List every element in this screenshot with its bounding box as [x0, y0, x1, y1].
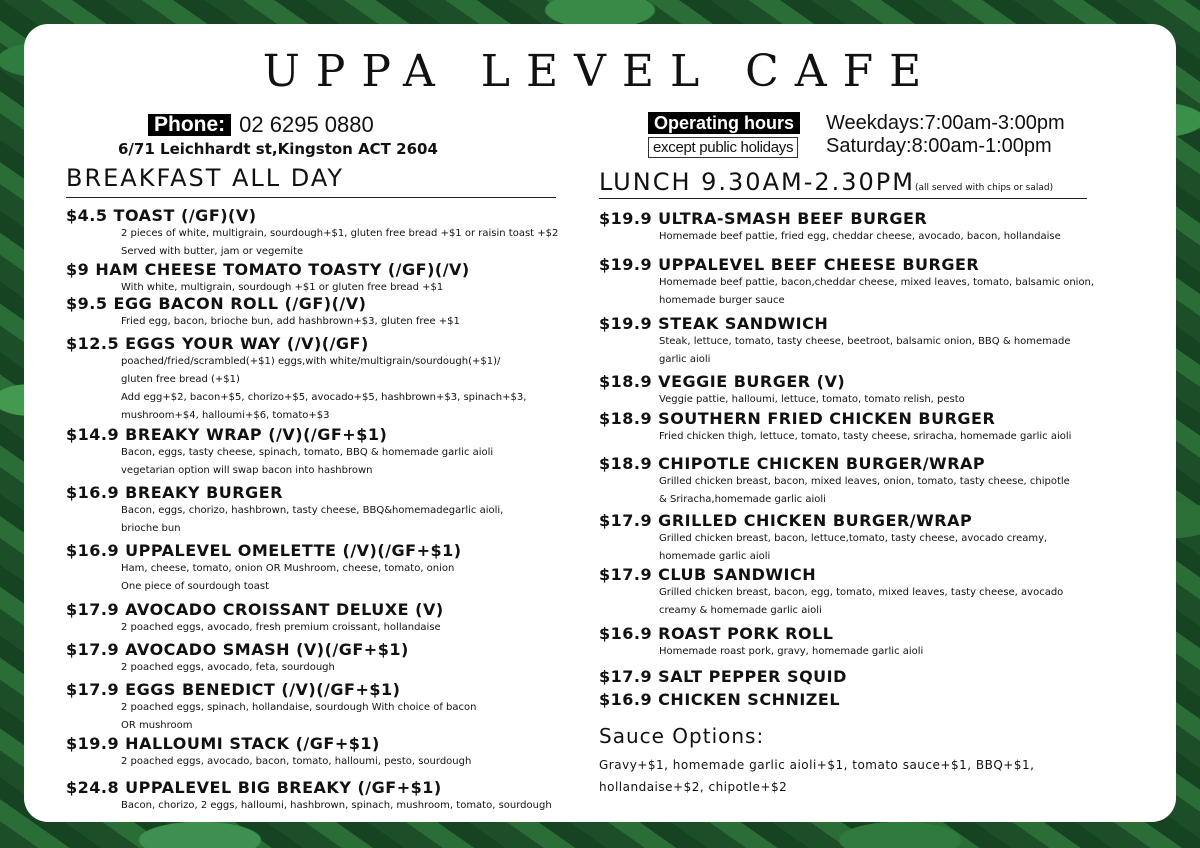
menu-item-desc: One piece of sourdough toast — [121, 581, 270, 592]
menu-item-name: $16.9 CHICKEN SCHNIZEL — [599, 690, 841, 709]
menu-item — [599, 314, 1071, 369]
cafe-title: UPPA LEVEL CAFE — [262, 46, 938, 97]
menu-item-desc: homemade garlic aioli — [659, 551, 771, 562]
menu-item-name: $19.9 HALLOUMI STACK (/GF+$1) — [66, 734, 380, 753]
menu-item-desc: Bacon, eggs, tasty cheese, spinach, tomato, BBQ & homemade garlic aioli — [121, 447, 494, 458]
menu-item-name: $17.9 AVOCADO CROISSANT DELUXE (V) — [66, 600, 444, 619]
menu-item-desc: Homemade beef pattie, fried egg, cheddar cheese, avocado, bacon, hollandaise — [659, 231, 1061, 242]
menu-item — [599, 209, 1061, 246]
menu-item-name: $16.9 BREAKY BURGER — [66, 483, 283, 502]
lunch-note: (all served with chips or salad) — [914, 183, 1054, 193]
menu-item-desc: Homemade beef pattie, bacon,cheddar cheese, mixed leaves, tomato, balsamic onion, — [659, 277, 1095, 288]
menu-item-name: $9 HAM CHEESE TOMATO TOASTY (/GF)(/V) — [66, 260, 470, 279]
menu-item-name: $19.9 UPPALEVEL BEEF CHEESE BURGER — [599, 255, 980, 274]
menu-item-desc: brioche bun — [121, 523, 181, 534]
hours-text — [826, 112, 1065, 158]
menu-card — [24, 24, 1176, 822]
phone-label: Phone: — [148, 114, 231, 136]
menu-item-desc: 2 poached eggs, avocado, bacon, tomato, halloumi, pesto, sourdough — [121, 756, 472, 767]
menu-item-desc: 2 pieces of white, multigrain, sourdough+$1, gluten free bread +$1 or raisin toast +$2 — [121, 228, 559, 239]
menu-item — [599, 454, 1070, 509]
menu-item — [66, 334, 526, 425]
sauce-line-1: Gravy+$1, homemade garlic aioli+$1, tomato sauce+$1, BBQ+$1, — [599, 758, 1035, 772]
menu-item-name: $18.9 CHIPOTLE CHICKEN BURGER/WRAP — [599, 454, 986, 473]
hours-saturday: Saturday:8:00am-1:00pm — [826, 135, 1052, 157]
menu-item-name: $17.9 CLUB SANDWICH — [599, 565, 817, 584]
menu-item-desc: creamy & homemade garlic aioli — [659, 605, 822, 616]
hours-badges — [648, 112, 800, 158]
menu-item — [66, 541, 462, 596]
menu-item-desc: poached/fried/scrambled(+$1) eggs,with white/multigrain/sourdough(+$1)/ — [121, 356, 501, 367]
menu-item — [599, 255, 1094, 310]
menu-item — [66, 778, 552, 815]
menu-item-desc: Steak, lettuce, tomato, tasty cheese, beetroot, balsamic onion, BBQ & homemade — [659, 336, 1071, 347]
address: 6/71 Leichhardt st,Kingston ACT 2604 — [118, 140, 438, 158]
menu-item-desc: Grilled chicken breast, bacon, egg, tomato, mixed leaves, tasty cheese, avocado — [659, 587, 1064, 598]
menu-item — [599, 511, 1047, 566]
menu-item-desc: Add egg+$2, bacon+$5, chorizo+$5, avocado+$5, hashbrown+$3, spinach+$3, — [121, 392, 527, 403]
menu-item — [66, 640, 409, 677]
phone-number: 02 6295 0880 — [239, 112, 374, 137]
menu-item-desc: 2 poached eggs, avocado, fresh premium croissant, hollandaise — [121, 622, 441, 633]
menu-item-desc: mushroom+$4, halloumi+$6, tomato+$3 — [121, 410, 330, 421]
menu-item-desc: Veggie pattie, halloumi, lettuce, tomato, tomato relish, pesto — [659, 394, 965, 405]
breakfast-heading: BREAKFAST ALL DAY — [66, 164, 345, 192]
menu-item-desc: Served with butter, jam or vegemite — [121, 246, 304, 257]
menu-item-name: $14.9 BREAKY WRAP (/V)(/GF+$1) — [66, 425, 388, 444]
menu-item — [599, 372, 965, 409]
menu-item-name: $18.9 VEGGIE BURGER (V) — [599, 372, 846, 391]
menu-item — [599, 690, 840, 709]
menu-item-desc: 2 poached eggs, spinach, hollandaise, sourdough With choice of bacon — [121, 702, 477, 713]
sauce-line-2: hollandaise+$2, chipotle+$2 — [599, 780, 788, 794]
menu-item-desc: Fried egg, bacon, brioche bun, add hashbrown+$3, gluten free +$1 — [121, 316, 460, 327]
menu-item-name: $19.9 STEAK SANDWICH — [599, 314, 829, 333]
menu-item-desc: homemade burger sauce — [659, 295, 785, 306]
menu-item-desc: vegetarian option will swap bacon into hashbrown — [121, 465, 373, 476]
menu-item-name: $9.5 EGG BACON ROLL (/GF)(/V) — [66, 294, 367, 313]
menu-item-name: $16.9 ROAST PORK ROLL — [599, 624, 834, 643]
menu-item-name: $19.9 ULTRA-SMASH BEEF BURGER — [599, 209, 928, 228]
menu-item-name: $4.5 TOAST (/GF)(V) — [66, 206, 257, 225]
menu-item — [599, 667, 847, 686]
hours-note: except public holidays — [648, 137, 798, 158]
menu-item-desc: garlic aioli — [659, 354, 711, 365]
sauce-options — [599, 754, 1119, 798]
menu-item-desc: gluten free bread (+$1) — [121, 374, 240, 385]
menu-item — [66, 260, 470, 297]
breakfast-divider — [66, 197, 556, 198]
menu-item-name: $17.9 EGGS BENEDICT (/V)(/GF+$1) — [66, 680, 401, 699]
menu-item — [66, 680, 476, 735]
sauce-heading: Sauce Options: — [599, 724, 765, 748]
menu-item — [66, 425, 493, 480]
menu-item-name: $24.8 UPPALEVEL BIG BREAKY (/GF+$1) — [66, 778, 442, 797]
menu-item-name: $16.9 UPPALEVEL OMELETTE (/V)(/GF+$1) — [66, 541, 462, 560]
menu-item — [66, 734, 471, 771]
menu-item-desc: With white, multigrain, sourdough +$1 or gluten free bread +$1 — [121, 282, 444, 293]
phone-row — [148, 112, 374, 138]
menu-item — [66, 600, 444, 637]
menu-item-desc: Grilled chicken breast, bacon, mixed leaves, onion, tomato, tasty cheese, chipotle — [659, 476, 1070, 487]
lunch-divider — [599, 198, 1087, 199]
menu-item-name: $17.9 SALT PEPPER SQUID — [599, 667, 847, 686]
menu-item — [599, 565, 1063, 620]
menu-item-desc: & Sriracha,homemade garlic aioli — [659, 494, 826, 505]
menu-item-desc: Fried chicken thigh, lettuce, tomato, tasty cheese, sriracha, homemade garlic aioli — [659, 431, 1072, 442]
lunch-heading: LUNCH 9.30AM-2.30PM — [599, 168, 915, 196]
menu-item-desc: 2 poached eggs, avocado, feta, sourdough — [121, 662, 335, 673]
menu-item-desc: Homemade roast pork, gravy, homemade garlic aioli — [659, 646, 924, 657]
menu-item-name: $18.9 SOUTHERN FRIED CHICKEN BURGER — [599, 409, 996, 428]
lunch-heading-row — [599, 168, 1053, 196]
menu-item-desc: Ham, cheese, tomato, onion OR Mushroom, cheese, tomato, onion — [121, 563, 455, 574]
menu-item-name: $17.9 AVOCADO SMASH (V)(/GF+$1) — [66, 640, 409, 659]
menu-item — [599, 624, 923, 661]
menu-item — [66, 483, 503, 538]
menu-item-desc: Bacon, chorizo, 2 eggs, halloumi, hashbrown, spinach, mushroom, tomato, sourdough — [121, 800, 552, 811]
menu-item-desc: OR mushroom — [121, 720, 193, 731]
menu-item — [66, 294, 460, 331]
hours-weekdays: Weekdays:7:00am-3:00pm — [826, 112, 1065, 134]
menu-item — [599, 409, 1071, 446]
hours-label: Operating hours — [648, 112, 800, 134]
menu-item — [66, 206, 558, 261]
menu-item-desc: Bacon, eggs, chorizo, hashbrown, tasty cheese, BBQ&homemadegarlic aioli, — [121, 505, 504, 516]
menu-item-desc: Grilled chicken breast, bacon, lettuce,tomato, tasty cheese, avocado creamy, — [659, 533, 1048, 544]
menu-item-name: $12.5 EGGS YOUR WAY (/V)(/GF) — [66, 334, 369, 353]
menu-item-name: $17.9 GRILLED CHICKEN BURGER/WRAP — [599, 511, 973, 530]
